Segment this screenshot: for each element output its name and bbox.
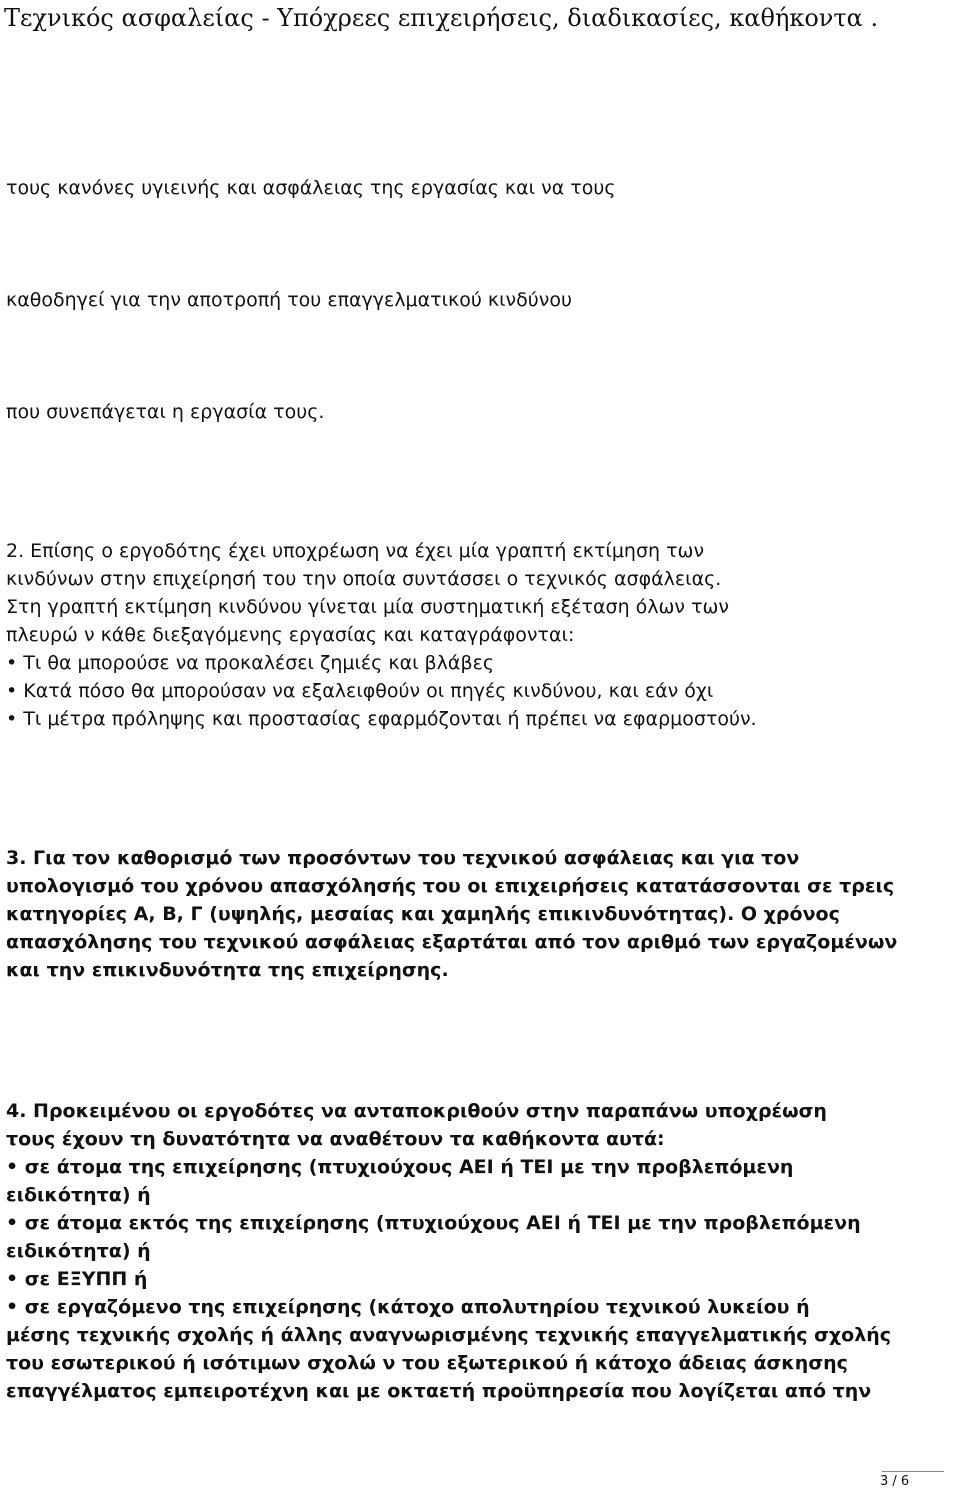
page-title: Τεχνικός ασφαλείας - Υπόχρεες επιχειρήσεις, διαδικασίες, καθήκοντα . bbox=[4, 4, 879, 32]
section4-line-1: 4. Προκειμένου οι εργοδότες να ανταποκριθούν στην παραπάνω υποχρέωση bbox=[6, 1100, 827, 1122]
section2-bullet-1: • Τι θα μπορούσε να προκαλέσει ζημιές και βλάβες bbox=[6, 652, 494, 674]
section2-line-4: πλευρώ ν κάθε διεξαγόμενης εργασίας και καταγράφονται: bbox=[6, 624, 575, 646]
section4-bullet-1-cont: ειδικότητα) ή bbox=[6, 1184, 151, 1206]
section4-line-2: τους έχουν τη δυνατότητα να αναθέτουν τα καθήκοντα αυτά: bbox=[6, 1128, 665, 1150]
page-number: 3 / 6 bbox=[880, 1474, 910, 1489]
section4-bullet-2: • σε άτομα εκτός της επιχείρησης (πτυχιούχους ΑΕΙ ή ΤΕΙ με την προβλεπόμενη bbox=[6, 1212, 861, 1234]
section4-bullet-3: • σε ΕΞΥΠΠ ή bbox=[6, 1268, 148, 1290]
section4-bullet-2-cont: ειδικότητα) ή bbox=[6, 1240, 151, 1262]
intro-line-3: που συνεπάγεται η εργασία τους. bbox=[6, 401, 325, 423]
section4-bullet-4-cont-3: επαγγέλματος εμπειροτέχνη και με οκταετή προϋπηρεσία που λογίζεται από την bbox=[6, 1380, 872, 1402]
section4-bullet-4-cont-2: του εσωτερικού ή ισότιμων σχολώ ν του εξωτερικού ή κάτοχο άδειας άσκησης bbox=[6, 1352, 848, 1374]
section3-line-3: κατηγορίες Α, Β, Γ (υψηλής, μεσαίας και χαμηλής επικινδυνότητας). Ο χρόνος bbox=[6, 903, 840, 925]
section2-bullet-2: • Κατά πόσο θα μπορούσαν να εξαλειφθούν οι πηγές κινδύνου, και εάν όχι bbox=[6, 680, 714, 702]
section3-line-5: και την επικινδυνότητα της επιχείρησης. bbox=[6, 959, 449, 981]
section2-line-3: Στη γραπτή εκτίμηση κινδύνου γίνεται μία συστηματική εξέταση όλων των bbox=[6, 596, 730, 618]
section4-bullet-4-cont-1: μέσης τεχνικής σχολής ή άλλης αναγνωρισμένης τεχνικής επαγγελματικής σχολής bbox=[6, 1324, 892, 1346]
section2-bullet-3: • Τι μέτρα πρόληψης και προστασίας εφαρμόζονται ή πρέπει να εφαρμοστούν. bbox=[6, 708, 757, 730]
section2-line-1: 2. Επίσης ο εργοδότης έχει υποχρέωση να έχει μία γραπτή εκτίμηση των bbox=[6, 540, 705, 562]
section3-line-4: απασχόλησης του τεχνικού ασφάλειας εξαρτάται από τον αριθμό των εργαζομένων bbox=[6, 931, 898, 953]
section4-bullet-4: • σε εργαζόμενο της επιχείρησης (κάτοχο απολυτηρίου τεχνικού λυκείου ή bbox=[6, 1296, 810, 1318]
section4-bullet-1: • σε άτομα της επιχείρησης (πτυχιούχους ΑΕΙ ή ΤΕΙ με την προβλεπόμενη bbox=[6, 1156, 794, 1178]
section2-line-2: κινδύνων στην επιχείρησή του την οποία συντάσσει ο τεχνικός ασφάλειας. bbox=[6, 568, 722, 590]
section3-line-1: 3. Για τον καθορισμό των προσόντων του τεχνικού ασφάλειας και για τον bbox=[6, 847, 800, 869]
section3-line-2: υπολογισμό του χρόνου απασχόλησής του οι επιχειρήσεις κατατάσσονται σε τρεις bbox=[6, 875, 895, 897]
footer-divider bbox=[882, 1471, 944, 1472]
intro-line-1: τους κανόνες υγιεινής και ασφάλειας της εργασίας και να τους bbox=[6, 177, 616, 199]
intro-line-2: καθοδηγεί για την αποτροπή του επαγγελματικού κινδύνου bbox=[6, 289, 572, 311]
